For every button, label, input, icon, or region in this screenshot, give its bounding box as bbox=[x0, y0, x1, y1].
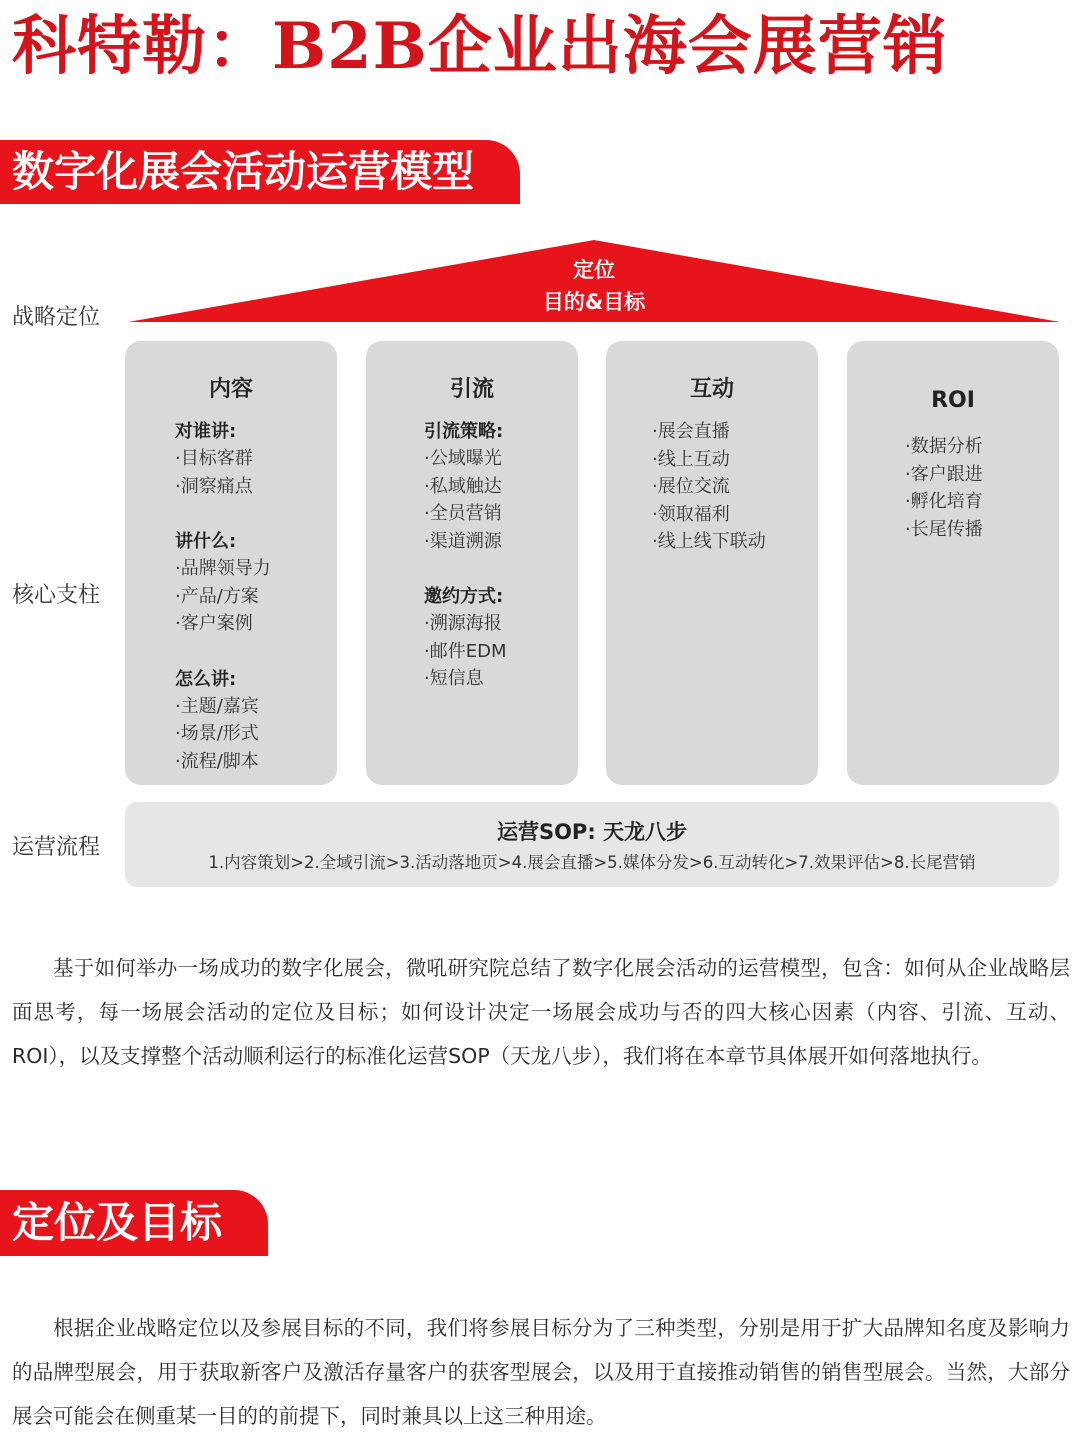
list-item: ·流程/脚本 bbox=[175, 750, 259, 772]
pillar-body bbox=[175, 418, 271, 775]
pillar-traffic bbox=[366, 341, 578, 785]
pillar-interaction bbox=[606, 341, 818, 785]
list-item: ·孵化培育 bbox=[905, 491, 983, 512]
pillar-title: ROI bbox=[931, 388, 975, 413]
list-item: ·目标客群 bbox=[175, 448, 253, 469]
list-item: ·领取福利 bbox=[652, 503, 730, 525]
group-heading: 引流策略: bbox=[424, 421, 504, 442]
pillar-body bbox=[424, 418, 507, 693]
list-item: ·溯源海报 bbox=[424, 613, 502, 634]
sop-title: 运营SOP: 天龙八步 bbox=[496, 820, 688, 844]
list-item: ·场景/形式 bbox=[175, 723, 259, 744]
list-item: ·短信息 bbox=[424, 668, 484, 689]
list-item: ·长尾传播 bbox=[905, 518, 983, 540]
pillar-body bbox=[652, 418, 766, 556]
roof-subtitle: 目的&目标 bbox=[542, 290, 646, 314]
paragraph-positioning: 根据企业战略定位以及参展目标的不同，我们将参展目标分为了三种类型，分别是用于扩大品牌知名度及影响力的品牌型展会，用于获取新客户及激活存量客户的获客型展会，以及用于直接推动销售的销售型展会。当然，大部分展会可能会在侧重某一目的的前提下，同时兼具以上这三种用途。 bbox=[12, 1316, 1070, 1428]
list-item: ·展位交流 bbox=[652, 476, 730, 497]
list-item: ·线上线下联动 bbox=[652, 531, 766, 552]
list-item: ·全员营销 bbox=[424, 503, 502, 524]
list-item: ·展会直播 bbox=[652, 421, 730, 442]
list-item: ·邮件EDM bbox=[424, 640, 507, 662]
list-item: ·渠道溯源 bbox=[424, 530, 502, 552]
pillar-body bbox=[905, 433, 983, 543]
sop-steps: 1.内容策划>2.全域引流>3.活动落地页>4.展会直播>5.媒体分发>6.互动转化>7.效果评估>8.长尾营销 bbox=[208, 853, 976, 872]
list-item: ·洞察痛点 bbox=[175, 475, 253, 497]
section-tag-model: 数字化展会活动运营模型 bbox=[0, 140, 520, 204]
list-item: ·客户案例 bbox=[175, 613, 253, 634]
sop-box bbox=[125, 802, 1059, 887]
section-tag-positioning: 定位及目标 bbox=[0, 1190, 268, 1256]
group-heading: 邀约方式: bbox=[424, 586, 504, 607]
pillar-title: 内容 bbox=[208, 377, 253, 402]
list-item: ·品牌领导力 bbox=[175, 558, 271, 579]
list-item: ·数据分析 bbox=[905, 436, 983, 457]
group-heading: 讲什么: bbox=[175, 531, 237, 552]
list-item: ·主题/嘉宾 bbox=[175, 695, 259, 717]
page-title: 科特勒：B2B企业出海会展营销 bbox=[12, 9, 948, 84]
list-item: ·公域曝光 bbox=[424, 448, 502, 469]
row-label-core: 核心支柱 bbox=[12, 583, 101, 608]
row-label-strategy: 战略定位 bbox=[12, 305, 101, 330]
pillar-title: 引流 bbox=[449, 377, 494, 402]
list-item: ·客户跟进 bbox=[905, 463, 983, 485]
list-item: ·产品/方案 bbox=[175, 585, 259, 607]
pillar-title: 互动 bbox=[689, 377, 734, 402]
roof-title: 定位 bbox=[573, 258, 615, 282]
pillar-roi bbox=[847, 341, 1059, 785]
group-heading: 怎么讲: bbox=[175, 668, 237, 690]
group-heading: 对谁讲: bbox=[175, 421, 237, 442]
list-item: ·私域触达 bbox=[424, 475, 502, 497]
paragraph-model-intro: 基于如何举办一场成功的数字化展会，微吼研究院总结了数字化展会活动的运营模型，包含：如何从企业战略层面思考，每一场展会活动的定位及目标；如何设计决定一场展会成功与否的四大核心因素（内容、引流、互动、ROI），以及支撑整个活动顺利运行的标准化运营SOP（天龙八步），我们将在本章节具体展开如何落地执行。 bbox=[12, 956, 1070, 1068]
list-item: ·线上互动 bbox=[652, 448, 730, 470]
row-label-process: 运营流程 bbox=[12, 835, 101, 860]
pillar-content bbox=[125, 341, 337, 785]
